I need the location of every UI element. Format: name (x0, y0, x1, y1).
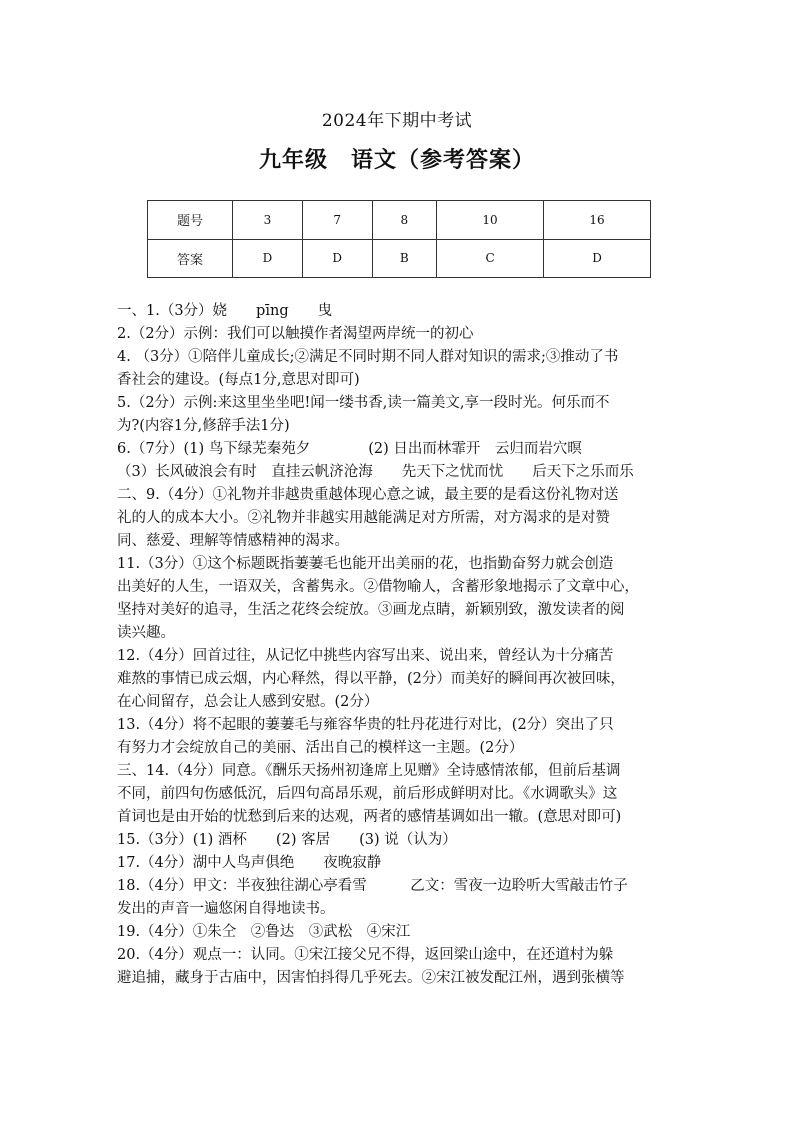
answer-line: 避追捕，藏身于古庙中，因害怕抖得几乎死去。②宋江被发配江州，遇到张横等 (117, 970, 625, 986)
answer-line: 13.（4分）将不起眼的萋萋毛与雍容华贵的牡丹花进行对比，(2分）突出了只 (117, 717, 614, 733)
answer-line: 三、14.（4分）同意。《酬乐天扬州初逢席上见赠》全诗感情浓郁，但前后基调 (117, 763, 621, 779)
answer-body (117, 300, 677, 990)
answer-cell: B (372, 239, 437, 278)
answer-line: 12.（4分）回首过往，从记忆中挑些内容写出来、说出来，曾经认为十分痛苦 (117, 648, 614, 664)
answer-line: （3）长风破浪会有时 直挂云帆济沧海 先天下之忧而忧 后天下之乐而乐 (117, 464, 634, 480)
table-row-label: 题号 (148, 201, 233, 240)
answer-line: 18.（4分）甲文：半夜独往湖心亭看雪 乙文：雪夜一边聆听大雪敲击竹子 (117, 878, 628, 894)
answer-line: 同、慈爱、理解等情感精神的渴求。 (117, 533, 349, 549)
answer-line: 11.（3分）①这个标题既指萋萋毛也能开出美丽的花，也指勤奋努力就会创造 (117, 556, 614, 572)
table-row (148, 239, 651, 278)
answer-line: 2.（2分）示例：我们可以触摸作者渴望两岸统一的初心 (117, 326, 474, 342)
answer-line: 15.（3分）(1) 酒杯 (2) 客居 (3) 说（认为） (117, 832, 457, 848)
question-number-cell: 16 (544, 201, 651, 240)
exam-title: 2024年下期中考试 (321, 111, 473, 131)
answer-line: 19.（4分）①朱仝 ②鲁达 ③武松 ④宋江 (117, 924, 411, 940)
answer-line: 在心间留存，总会让人感到安慰。(2分） (117, 694, 379, 710)
answer-line: 一、1.（3分）娆 pīng 曳 (117, 303, 333, 319)
answer-line: 坚持对美好的追寻，生活之花终会绽放。③画龙点睛，新颖别致，激发读者的阅 (117, 602, 625, 618)
answer-line: 6.（7分）(1) 鸟下绿芜秦苑夕 (2) 日出而林霏开 云归而岩穴暝 (117, 441, 582, 457)
answer-line: 二、9.（4分）①礼物并非越贵重越体现心意之诚，最主要的是看这份礼物对送 (117, 487, 619, 503)
answer-cell: D (302, 239, 372, 278)
answer-cell: C (437, 239, 544, 278)
question-number-cell: 8 (372, 201, 437, 240)
table-row (148, 201, 651, 240)
answer-table (147, 200, 651, 278)
answer-line: 读兴趣。 (117, 625, 175, 641)
answer-line: 礼的人的成本大小。②礼物并非越实用越能满足对方所需，对方渴求的是对赞 (117, 510, 610, 526)
question-number-cell: 10 (437, 201, 544, 240)
answer-line: 难熬的事情已成云烟，内心释然，得以平静，(2分）而美好的瞬间再次被回味， (117, 671, 625, 687)
page-title: 九年级 语文（参考答案） (258, 147, 535, 173)
answer-line: 20.（4分）观点一：认同。①宋江接父兄不得，返回梁山途中，在还道村为躲 (117, 947, 614, 963)
answer-line: 不同，前四句伤感低沉，后四句高昂乐观，前后形成鲜明对比。《水调歌头》这 (117, 786, 618, 802)
answer-cell: D (544, 239, 651, 278)
answer-line: 首词也是由开始的忧愁到后来的达观，两者的感情基调如出一辙。(意思对即可) (117, 809, 622, 825)
table-row-label: 答案 (148, 239, 233, 278)
answer-line: 5.（2分）示例:来这里坐坐吧!闻一缕书香,读一篇美文,享一段时光。何乐而不 (117, 395, 610, 411)
answer-line: 为?(内容1分,修辞手法1分) (117, 418, 290, 434)
answer-line: 香社会的建设。(每点1分,意思对即可) (117, 372, 360, 388)
question-number-cell: 3 (233, 201, 303, 240)
answer-line: 17.（4分）湖中人鸟声俱绝 夜晚寂静 (117, 855, 382, 871)
answer-cell: D (233, 239, 303, 278)
answer-line: 4. （3分）①陪伴儿童成长;②满足不同时期不同人群对知识的需求;③推动了书 (117, 349, 619, 365)
answer-line: 出美好的人生，一语双关，含蓄隽永。②借物喻人，含蓄形象地揭示了文章中心， (117, 579, 639, 595)
question-number-cell: 7 (302, 201, 372, 240)
answer-line: 发出的声音一遍悠闲自得地读书。 (117, 901, 335, 917)
answer-line: 有努力才会绽放自己的美丽、活出自己的模样这一主题。(2分） (117, 740, 524, 756)
